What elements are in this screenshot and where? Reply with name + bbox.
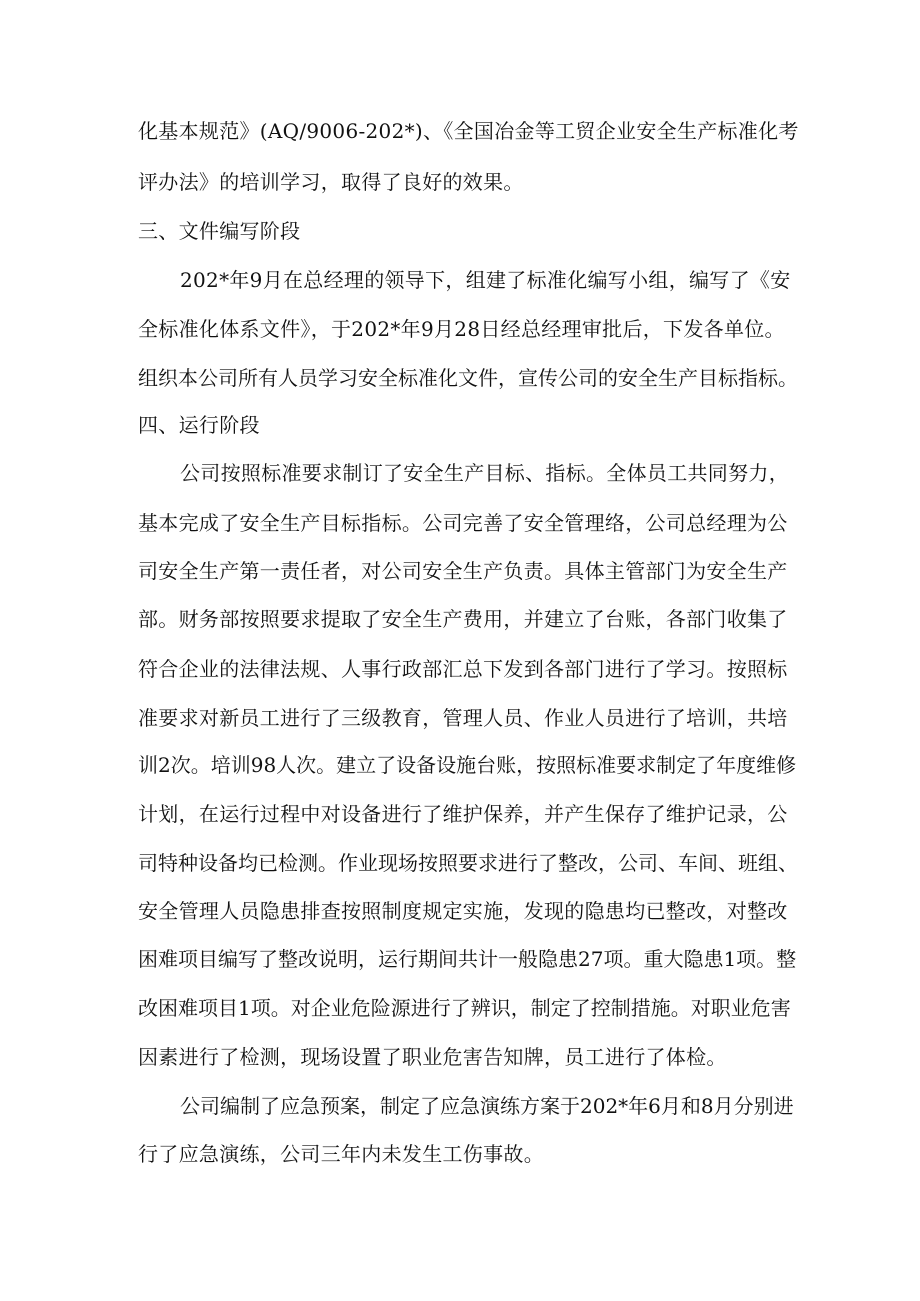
text-line: 公司编制了应急预案，制定了应急演练方案于202*年6月和8月分别进 (180, 1094, 794, 1118)
section-heading: 三、文件编写阶段 (138, 219, 301, 243)
text-line: 安全管理人员隐患排查按照制度规定实施，发现的隐患均已整改，对整改 (138, 899, 788, 923)
text-line: 组织本公司所有人员学习安全标准化文件，宣传公司的安全生产目标指标。 (138, 366, 798, 390)
text-line: 行了应急演练，公司三年内未发生工伤事故。 (138, 1142, 544, 1166)
text-line: 训2次。培训98人次。建立了设备设施台账，按照标准要求制定了年度维修 (138, 753, 797, 777)
text-line: 化基本规范》(AQ/9006-202*)、《全国冶金等工贸企业安全生产标准化考 (138, 119, 799, 143)
text-line: 司安全生产第一责任者，对公司安全生产负责。具体主管部门为安全生产 (138, 559, 788, 583)
text-line: 困难项目编写了整改说明，运行期间共计一般隐患27项。重大隐患1项。整 (138, 947, 797, 971)
text-line: 准要求对新员工进行了三级教育，管理人员、作业人员进行了培训，共培 (138, 706, 788, 730)
text-line: 公司按照标准要求制订了安全生产目标、指标。全体员工共同努力， (180, 461, 789, 485)
text-line: 全标准化体系文件》，于202*年9月28日经总经理审批后，下发各单位。 (138, 317, 785, 341)
section-heading: 四、运行阶段 (138, 413, 260, 437)
text-line: 符合企业的法律法规、人事行政部汇总下发到各部门进行了学习。按照标 (138, 657, 788, 681)
text-line: 因素进行了检测，现场设置了职业危害告知牌，员工进行了体检。 (138, 1045, 727, 1069)
text-line: 基本完成了安全生产目标指标。公司完善了安全管理络，公司总经理为公 (138, 511, 788, 535)
text-line: 评办法》的培训学习，取得了良好的效果。 (138, 170, 524, 194)
text-line: 改困难项目1项。对企业危险源进行了辨识，制定了控制措施。对职业危害 (138, 996, 791, 1020)
text-line: 202*年9月在总经理的领导下，组建了标准化编写小组，编写了《安 (180, 268, 791, 292)
text-line: 计划，在运行过程中对设备进行了维护保养，并产生保存了维护记录，公 (138, 802, 788, 826)
text-line: 部。财务部按照要求提取了安全生产费用，并建立了台账，各部门收集了 (138, 607, 788, 631)
text-line: 司特种设备均已检测。作业现场按照要求进行了整改，公司、车间、班组、 (138, 851, 798, 875)
